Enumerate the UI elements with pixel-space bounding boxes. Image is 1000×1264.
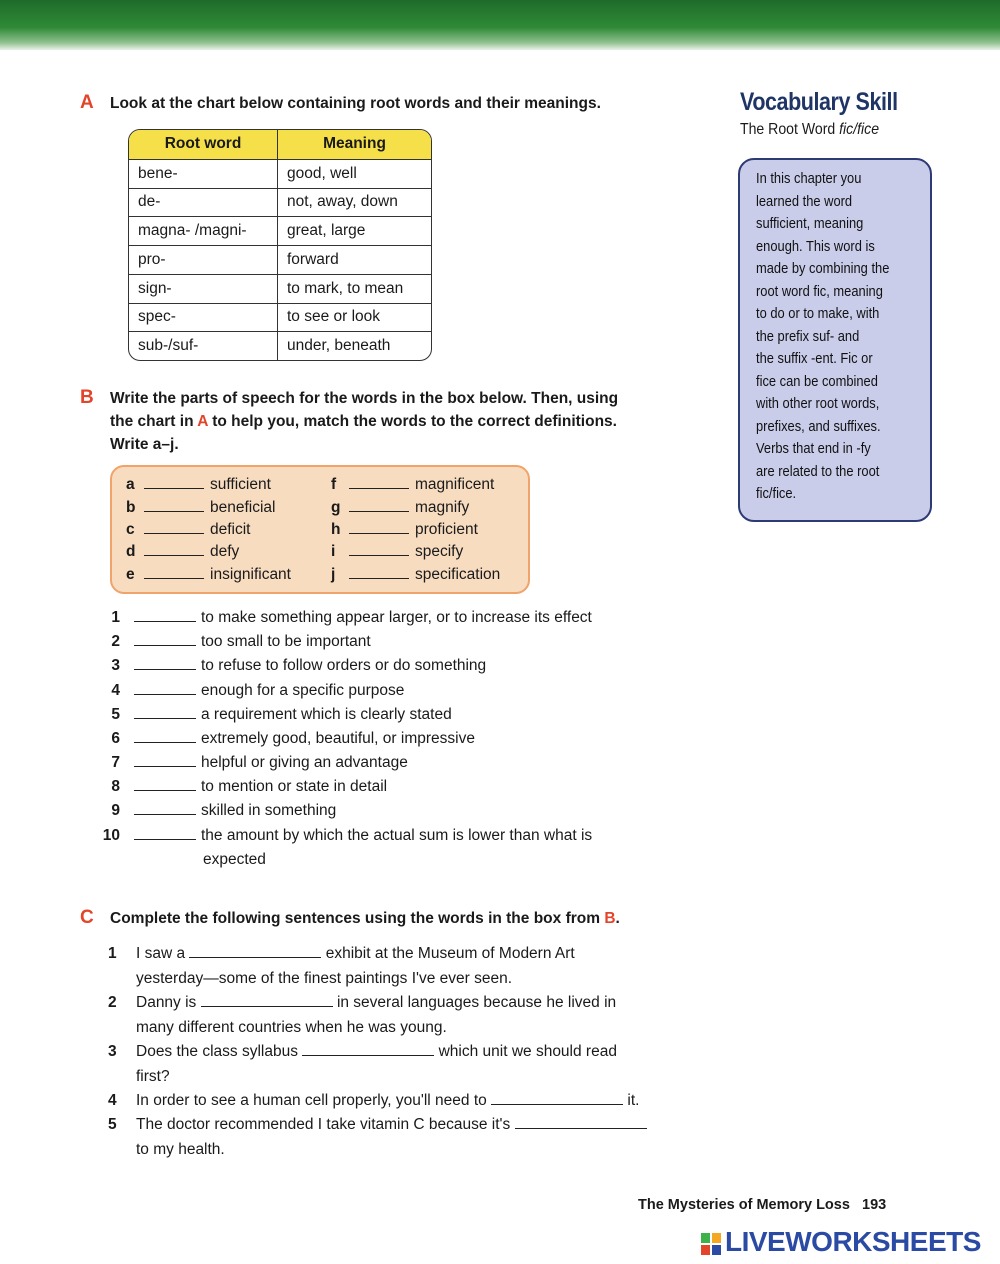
- answer-blank[interactable]: [134, 826, 196, 840]
- item-letter: h: [331, 521, 341, 538]
- vocabulary-skill-subtitle: [740, 121, 879, 139]
- definition-text: to refuse to follow orders or do something: [201, 657, 487, 674]
- answer-blank[interactable]: [349, 564, 409, 579]
- chart-meaning: to see or look: [278, 303, 432, 332]
- item-letter: i: [331, 543, 336, 560]
- sentence-item: [108, 942, 708, 991]
- definition-number: 9: [111, 802, 120, 819]
- section-b-line1: Write the parts of speech for the words in the box below. Then, using: [110, 390, 619, 407]
- sentence-text: I saw a: [136, 945, 186, 962]
- sentence-blank[interactable]: [189, 944, 321, 958]
- section-b-line3: Write a–j.: [110, 436, 179, 453]
- answer-blank[interactable]: [134, 681, 196, 695]
- sentence-number: 4: [108, 1092, 117, 1109]
- section-b-line2-pre: the chart in: [110, 413, 198, 430]
- liveworksheets-icon: [700, 1232, 722, 1256]
- section-b-instruction: [110, 387, 618, 456]
- sentence-text: Does the class syllabus: [136, 1043, 298, 1060]
- word-box-item: [126, 474, 271, 496]
- item-word: proficient: [415, 521, 478, 538]
- answer-blank[interactable]: [134, 753, 196, 767]
- answer-blank[interactable]: [134, 801, 196, 815]
- sidebar-line: enough. This word is: [756, 237, 875, 255]
- chart-root: pro-: [129, 246, 278, 275]
- section-a-instruction: Look at the chart below containing root words and their meanings.: [110, 95, 601, 112]
- answer-blank[interactable]: [144, 474, 204, 489]
- sidebar-line: are related to the root: [756, 462, 880, 480]
- word-box-item: [331, 564, 500, 586]
- item-letter: b: [126, 499, 136, 516]
- section-c-text-end: .: [615, 910, 620, 927]
- definition-text: to make something appear larger, or to increase its effect: [201, 609, 592, 626]
- chart-meaning: to mark, to mean: [278, 274, 432, 303]
- answer-blank[interactable]: [134, 632, 196, 646]
- answer-blank[interactable]: [144, 564, 204, 579]
- sentence-item: [108, 1040, 708, 1089]
- answer-blank[interactable]: [134, 656, 196, 670]
- sidebar-line: with other root words,: [756, 395, 880, 412]
- chart-root: sign-: [129, 274, 278, 303]
- word-box-item: [126, 541, 239, 563]
- definition-item: [98, 606, 592, 630]
- liveworksheets-logo: [700, 1226, 981, 1258]
- section-b-line2: [110, 410, 618, 433]
- footer-title: The Mysteries of Memory Loss: [638, 1197, 850, 1213]
- definition-item: [98, 703, 452, 727]
- sidebar-line: the prefix suf- and: [756, 327, 860, 345]
- sidebar-line: learned the word: [756, 192, 853, 210]
- sidebar-line: fic/fice.: [756, 485, 797, 502]
- chart-root: de-: [129, 188, 278, 217]
- word-box-item: [126, 497, 276, 519]
- definition-text: enough for a specific purpose: [201, 682, 405, 699]
- definition-number: 1: [111, 609, 120, 626]
- sentence-text: in several languages because he lived in: [336, 994, 617, 1011]
- sentence-text: yesterday—some of the finest paintings I've ever seen.: [136, 969, 513, 987]
- item-letter: f: [331, 476, 337, 493]
- item-letter: g: [331, 499, 341, 516]
- vocabulary-skill-title: Vocabulary Skill: [740, 88, 898, 116]
- definition-text: helpful or giving an advantage: [201, 754, 408, 771]
- definition-number: 2: [111, 633, 120, 650]
- sentence-item: [108, 1113, 708, 1162]
- sentence-blank[interactable]: [201, 993, 333, 1007]
- definition-number: 4: [111, 682, 120, 699]
- answer-blank[interactable]: [349, 519, 409, 534]
- answer-blank[interactable]: [134, 777, 196, 791]
- item-word: magnificent: [415, 476, 495, 493]
- section-b-line2-post: to help you, match the words to the correct definitions.: [207, 413, 617, 430]
- definition-item: [98, 654, 486, 678]
- sentence-item: [108, 1089, 708, 1114]
- chart-root: magna- /magni-: [129, 217, 278, 246]
- definition-number: 8: [111, 778, 120, 795]
- definition-item: [98, 727, 475, 751]
- section-c-letter: C: [80, 907, 94, 928]
- root-word-chart: [128, 129, 432, 361]
- sidebar-line: fice can be combined: [756, 372, 878, 390]
- definition-number: 7: [111, 754, 120, 771]
- definition-item: [98, 824, 592, 848]
- word-box-item: [126, 564, 291, 586]
- liveworksheets-wordmark: LIVEWORKSHEETS: [725, 1226, 981, 1257]
- definition-number: 6: [111, 730, 120, 747]
- sentence-blank[interactable]: [491, 1091, 623, 1105]
- chart-root: sub-/suf-: [129, 332, 278, 360]
- item-word: beneficial: [210, 499, 276, 516]
- definition-continuation: expected: [203, 851, 266, 868]
- section-b-ref: A: [197, 413, 208, 430]
- definition-item: [98, 775, 387, 799]
- chart-meaning: good, well: [278, 159, 432, 188]
- answer-blank[interactable]: [144, 497, 204, 512]
- word-box-item: [331, 497, 469, 519]
- item-word: specify: [415, 543, 464, 560]
- sidebar-line: root word fic, meaning: [756, 282, 883, 300]
- item-letter: a: [126, 476, 135, 493]
- word-box-item: [331, 519, 478, 541]
- sentence-text: it.: [627, 1092, 640, 1109]
- chart-root: spec-: [129, 303, 278, 332]
- item-word: deficit: [210, 521, 251, 538]
- sentence-number: 5: [108, 1116, 117, 1133]
- item-letter: d: [126, 543, 136, 560]
- subtitle-italic: fic/fice: [839, 121, 880, 138]
- sidebar-line: the suffix -ent. Fic or: [756, 350, 873, 367]
- page-footer: [638, 1197, 886, 1213]
- chart-root: bene-: [129, 159, 278, 188]
- definition-item: [98, 630, 371, 654]
- chart-meaning: not, away, down: [278, 188, 432, 217]
- sentence-number: 2: [108, 994, 117, 1011]
- definition-item: [98, 751, 408, 775]
- definition-item: [98, 799, 336, 823]
- sentence-number: 3: [108, 1043, 117, 1060]
- sentence-blank[interactable]: [302, 1042, 434, 1056]
- item-letter: c: [126, 521, 135, 538]
- item-word: magnify: [415, 499, 470, 516]
- answer-blank[interactable]: [349, 474, 409, 489]
- sentence-text: to my health.: [136, 1140, 225, 1158]
- vocabulary-skill-text: [756, 168, 928, 506]
- sidebar-line: made by combining the: [756, 260, 890, 277]
- word-box-item: [331, 474, 494, 496]
- definition-text: too small to be important: [201, 633, 371, 650]
- definition-item: [98, 679, 404, 703]
- section-c-text: Complete the following sentences using the words in the box from: [110, 910, 605, 927]
- chart-meaning: under, beneath: [278, 332, 432, 360]
- sentence-text: which unit we should read: [438, 1043, 617, 1060]
- answer-blank[interactable]: [144, 541, 204, 556]
- sentence-text: In order to see a human cell properly, you'll need to: [136, 1092, 487, 1109]
- sentence-blank[interactable]: [515, 1115, 647, 1129]
- chart-meaning: great, large: [278, 217, 432, 246]
- answer-blank[interactable]: [349, 541, 409, 556]
- answer-blank[interactable]: [134, 729, 196, 743]
- sentence-text: many different countries when he was young.: [136, 1018, 447, 1036]
- item-letter: j: [331, 566, 336, 583]
- sentence-item: [108, 991, 708, 1040]
- item-letter: e: [126, 566, 135, 583]
- sidebar-line: In this chapter you: [756, 170, 862, 187]
- section-c-ref: B: [604, 910, 616, 927]
- word-box-item: [331, 541, 463, 563]
- definition-text: to mention or state in detail: [201, 778, 388, 795]
- word-box-item: [126, 519, 251, 541]
- top-green-banner: [0, 0, 1000, 50]
- sentence-number: 1: [108, 945, 117, 962]
- section-a-letter: A: [80, 92, 94, 113]
- chart-meaning: forward: [278, 246, 432, 275]
- item-word: specification: [415, 566, 501, 583]
- definition-text: a requirement which is clearly stated: [201, 706, 452, 723]
- sidebar-line: Verbs that end in -fy: [756, 440, 871, 457]
- section-c-instruction: [110, 907, 620, 930]
- sidebar-line: sufficient, meaning: [756, 215, 864, 232]
- definition-number: 10: [102, 827, 120, 844]
- subtitle-text: The Root Word: [740, 121, 840, 138]
- sentence-text: first?: [136, 1067, 170, 1085]
- chart-header-root: Root word: [129, 130, 278, 159]
- item-word: insignificant: [210, 566, 291, 583]
- answer-blank[interactable]: [134, 705, 196, 719]
- definition-text: skilled in something: [201, 802, 337, 819]
- page-number: 193: [862, 1197, 887, 1213]
- definition-text: extremely good, beautiful, or impressive: [201, 730, 475, 747]
- definition-number: 5: [111, 706, 120, 723]
- definition-number: 3: [111, 657, 120, 674]
- sidebar-line: prefixes, and suffixes.: [756, 417, 881, 435]
- answer-blank[interactable]: [144, 519, 204, 534]
- sentence-text: exhibit at the Museum of Modern Art: [325, 945, 575, 962]
- sentence-text: The doctor recommended I take vitamin C because it's: [136, 1116, 511, 1133]
- definition-text: the amount by which the actual sum is lower than what is: [201, 827, 593, 844]
- item-word: defy: [210, 543, 240, 560]
- answer-blank[interactable]: [134, 608, 196, 622]
- answer-blank[interactable]: [349, 497, 409, 512]
- section-b-letter: B: [80, 387, 94, 408]
- sidebar-line: to do or to make, with: [756, 305, 880, 322]
- sentence-text: Danny is: [136, 994, 197, 1011]
- chart-header-meaning: Meaning: [278, 130, 432, 159]
- item-word: sufficient: [210, 476, 271, 493]
